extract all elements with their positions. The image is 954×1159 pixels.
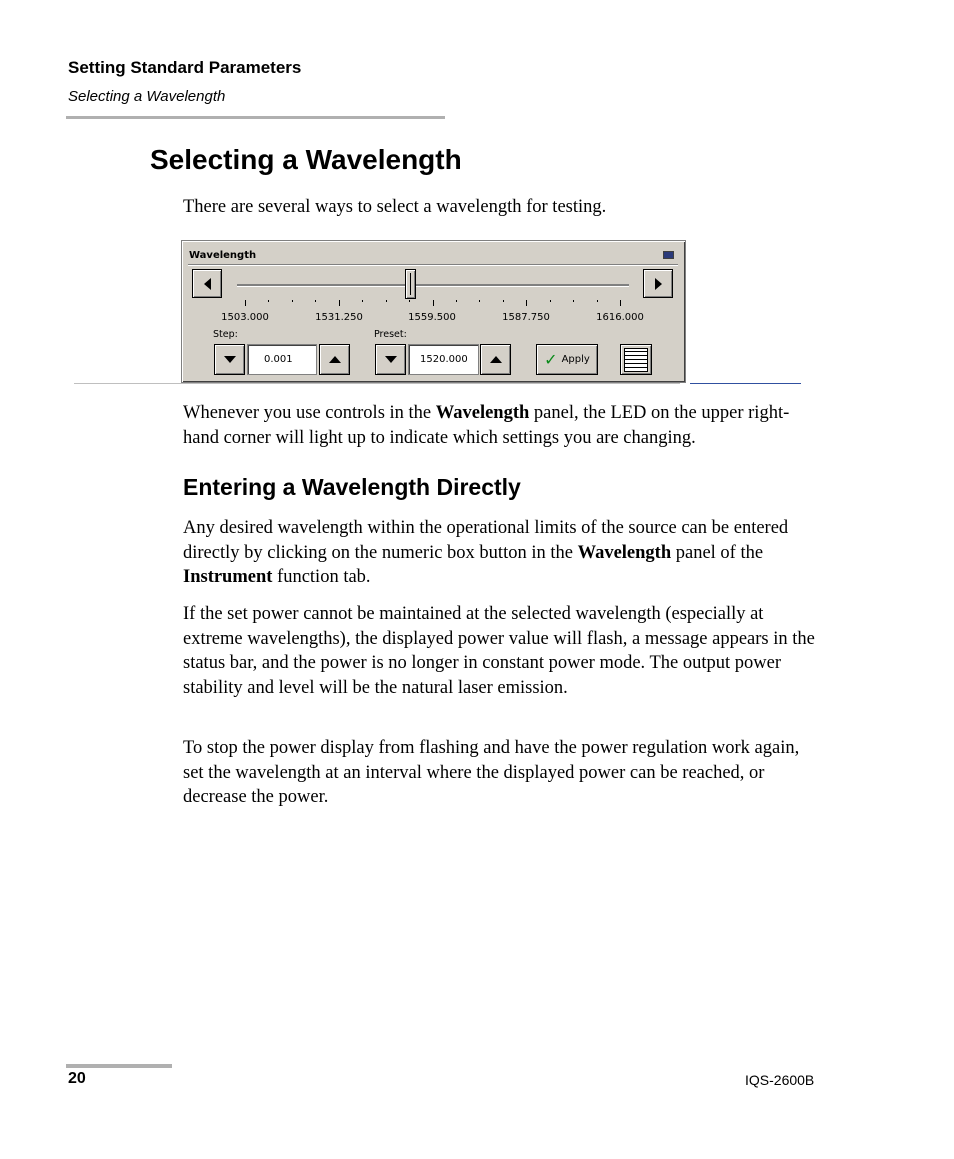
wavelength-decrease-button[interactable]	[192, 269, 222, 298]
apply-button-label: Apply	[561, 354, 590, 365]
slider-tick	[550, 300, 551, 302]
panel-divider	[188, 264, 678, 266]
power-regulation-paragraph: To stop the power display from flashing and have the power regulation work again, set the wavelength at an interval where the displayed power can be reached, or decrease the power.	[183, 738, 800, 808]
slider-tick	[292, 300, 293, 302]
slider-tick	[409, 300, 410, 302]
slider-tick	[433, 300, 434, 306]
numeric-keypad-icon	[624, 348, 648, 372]
footer-rule	[66, 1064, 172, 1068]
step-down-button[interactable]	[214, 344, 245, 375]
panel-title: Wavelength	[189, 250, 257, 261]
slider-tick	[456, 300, 457, 302]
slider-tick	[339, 300, 340, 306]
tick-label: 1587.750	[502, 312, 550, 323]
step-up-button[interactable]	[319, 344, 350, 375]
slider-tick	[315, 300, 316, 302]
tick-label: 1616.000	[596, 312, 644, 323]
tick-label: 1531.250	[315, 312, 363, 323]
wavelength-panel	[181, 240, 686, 383]
figure-underline-accent	[690, 383, 801, 384]
page-number: 20	[68, 1070, 86, 1087]
wavelength-slider-thumb[interactable]	[405, 269, 416, 299]
running-header-subsection: Selecting a Wavelength	[68, 88, 226, 105]
step-label: Step:	[213, 329, 238, 340]
preset-up-button[interactable]	[480, 344, 511, 375]
led-paragraph: Whenever you use controls in the Wavelength panel, the LED on the upper right-hand corner will light up to indicate which settings you are changing.	[183, 403, 790, 448]
page-title: Selecting a Wavelength	[150, 144, 462, 175]
apply-button[interactable]	[536, 344, 598, 375]
slider-tick	[479, 300, 480, 302]
wavelength-increase-button[interactable]	[643, 269, 673, 298]
preset-label: Preset:	[374, 329, 407, 340]
slider-tick	[386, 300, 387, 302]
product-name: IQS-2600B	[745, 1072, 815, 1088]
arrow-up-icon	[490, 356, 502, 363]
slider-tick	[620, 300, 621, 306]
slider-tick	[526, 300, 527, 306]
tick-label: 1503.000	[221, 312, 269, 323]
tick-label: 1559.500	[408, 312, 456, 323]
preset-input[interactable]: 1520.000	[408, 344, 479, 375]
intro-paragraph: There are several ways to select a wavelength for testing.	[183, 197, 607, 217]
slider-tick	[573, 300, 574, 302]
led-indicator-icon	[663, 251, 674, 259]
step-input[interactable]: 0.001	[247, 344, 317, 375]
figure-underline	[74, 383, 680, 384]
arrow-down-icon	[224, 356, 236, 363]
slider-tick	[268, 300, 269, 302]
preset-down-button[interactable]	[375, 344, 406, 375]
header-rule	[66, 116, 445, 119]
slider-tick	[503, 300, 504, 302]
checkmark-icon: ✓	[544, 349, 558, 369]
power-warning-paragraph: If the set power cannot be maintained at the selected wavelength (especially at extreme wavelengths), the displayed power value will flash, a message appears in the status bar, and the power is no longer in constant power mode. The output power stability and level will be the natural laser emission.	[183, 604, 815, 699]
section-heading: Entering a Wavelength Directly	[183, 474, 521, 500]
numeric-keypad-button[interactable]	[620, 344, 652, 375]
slider-tick	[245, 300, 246, 306]
slider-track[interactable]	[237, 284, 629, 287]
arrow-left-icon	[204, 278, 211, 290]
arrow-right-icon	[655, 278, 662, 290]
slider-tick	[362, 300, 363, 302]
running-header-section: Setting Standard Parameters	[68, 58, 302, 77]
direct-entry-paragraph: Any desired wavelength within the operational limits of the source can be entered directly by clicking on the numeric box button in the Wavelength panel of the Instrument function tab.	[183, 518, 789, 588]
slider-tick	[597, 300, 598, 302]
arrow-down-icon	[385, 356, 397, 363]
arrow-up-icon	[329, 356, 341, 363]
